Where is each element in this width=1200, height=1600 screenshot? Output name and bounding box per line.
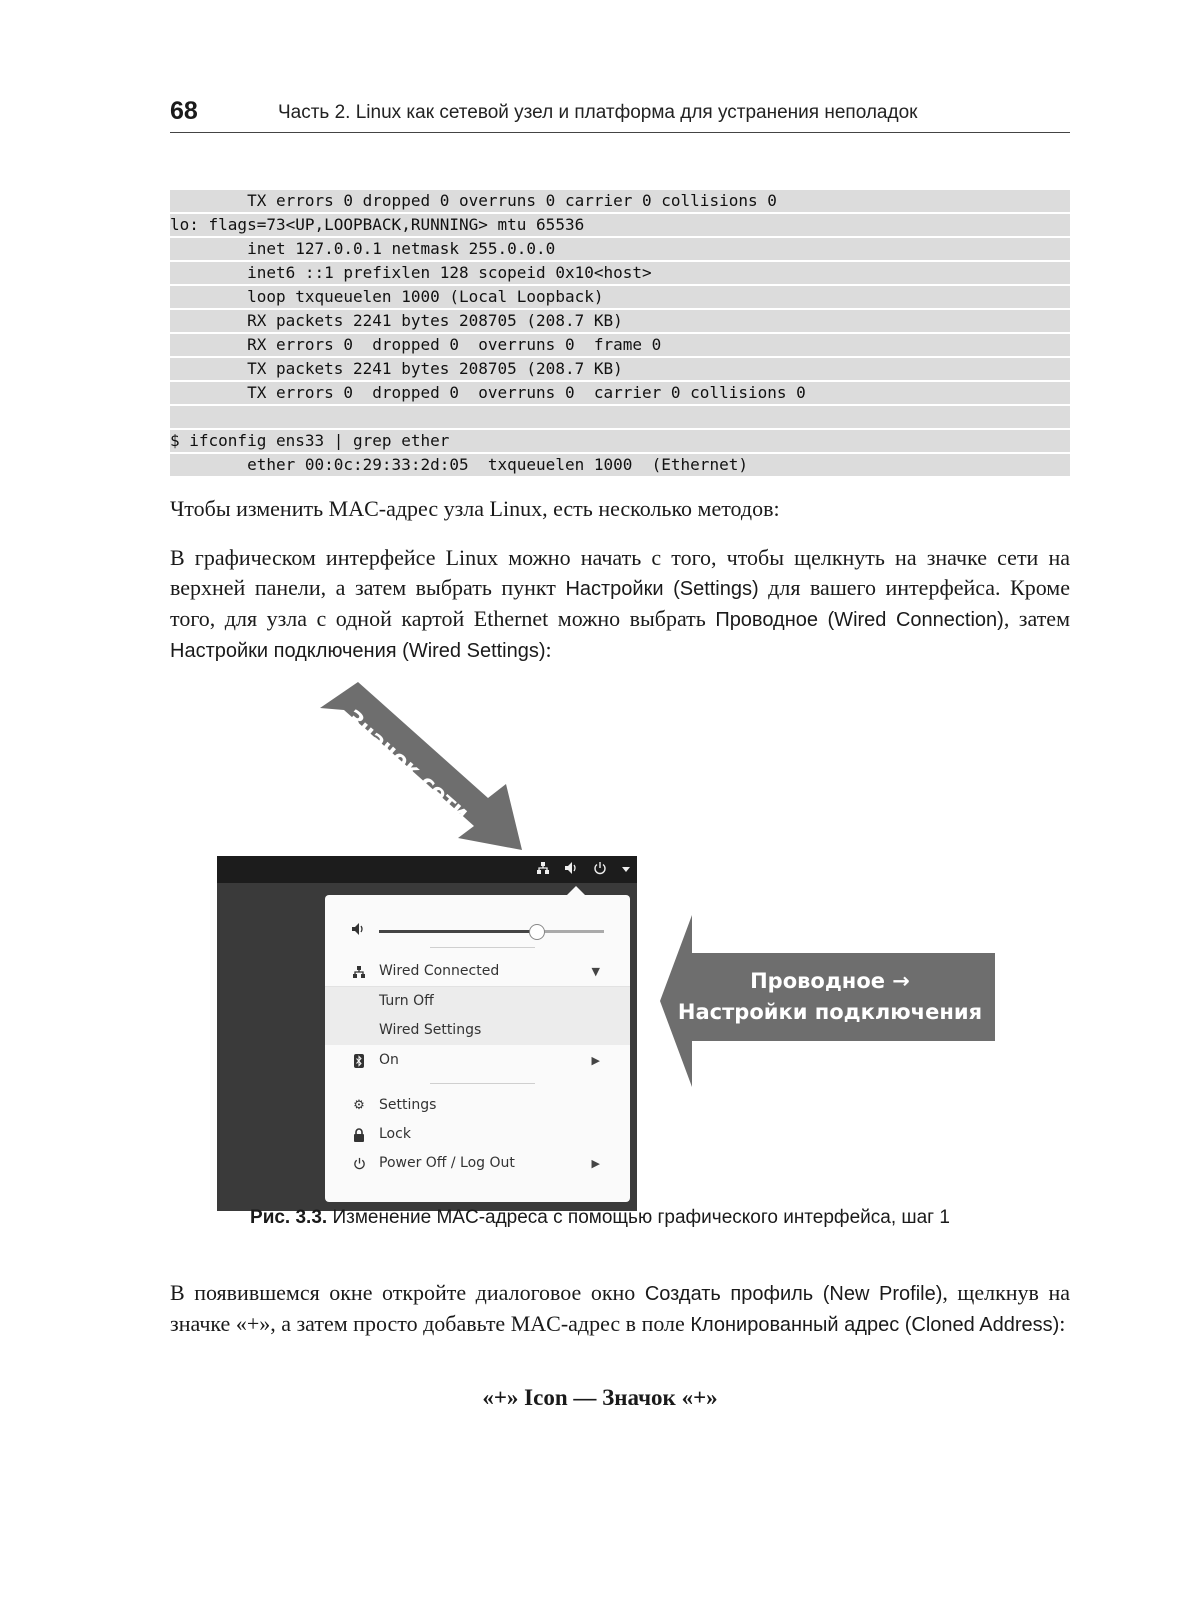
- menu-item-bluetooth[interactable]: [325, 1046, 630, 1075]
- term-wired-connection: Проводное (Wired Connection): [715, 609, 1004, 631]
- power-icon[interactable]: [593, 861, 607, 879]
- para3-text: В появившемся окне откройте диалоговое окно: [170, 1280, 645, 1305]
- menu-separator: [430, 1083, 535, 1084]
- code-line: ether 00:0c:29:33:2d:05 txqueuelen 1000 (Ethernet): [170, 454, 1070, 476]
- menu-item-wired-connected[interactable]: [325, 957, 630, 986]
- menu-item-label: Wired Settings: [379, 1022, 482, 1038]
- menu-item-label: Lock: [379, 1126, 411, 1142]
- chevron-down-icon: ▼: [591, 965, 600, 978]
- menu-item-power-off[interactable]: [325, 1149, 630, 1178]
- para2-text: , затем: [1003, 606, 1070, 631]
- bluetooth-icon: [351, 1046, 367, 1075]
- menu-pointer: [567, 886, 585, 895]
- code-line: lo: flags=73<UP,LOOPBACK,RUNNING> mtu 65536: [170, 214, 1070, 236]
- term-wired-settings: Настройки подключения (Wired Settings): [170, 640, 546, 662]
- code-listing: [170, 190, 1070, 478]
- figure-caption: [170, 1207, 1030, 1229]
- callout-arrow-wired-settings: [660, 915, 1010, 1090]
- volume-slider-fill: [379, 930, 537, 933]
- lock-icon: [351, 1120, 367, 1149]
- term-settings: Настройки (Settings): [565, 578, 759, 600]
- code-line: loop txqueuelen 1000 (Local Loopback): [170, 286, 1070, 308]
- menu-separator: [430, 947, 535, 948]
- code-line: RX errors 0 dropped 0 overruns 0 frame 0: [170, 334, 1070, 356]
- menu-item-label: Power Off / Log Out: [379, 1155, 515, 1171]
- system-tray[interactable]: [536, 856, 631, 883]
- para3-text: :: [1059, 1311, 1066, 1336]
- system-menu: [325, 895, 630, 1202]
- menu-item-settings[interactable]: [325, 1091, 630, 1120]
- gear-icon: ⚙: [353, 1098, 365, 1113]
- power-icon: [351, 1149, 367, 1178]
- menu-item-label: Wired Connected: [379, 963, 500, 979]
- code-line: inet6 ::1 prefixlen 128 scopeid 0x10<host>: [170, 262, 1070, 284]
- dropdown-icon[interactable]: [621, 862, 631, 878]
- arrow-label-wired: Проводное →: [750, 969, 910, 993]
- header-rule: [170, 132, 1070, 133]
- chevron-right-icon: ▶: [591, 1157, 600, 1170]
- para3-text: , щелкнув на значке «+», а затем просто добавьте MAC-адрес в поле: [170, 1280, 1070, 1336]
- volume-icon: [351, 922, 366, 941]
- caption-text: Изменение MAC-адреса с помощью графического интерфейса, шаг 1: [327, 1207, 950, 1228]
- menu-item-label: Turn Off: [379, 993, 434, 1009]
- volume-icon[interactable]: [564, 861, 579, 879]
- code-line: [170, 406, 1070, 428]
- arrow-label-network: Значок сети: [340, 705, 474, 826]
- term-new-profile: Создать профиль (New Profile): [644, 1283, 943, 1305]
- code-line: inet 127.0.0.1 netmask 255.0.0.0: [170, 238, 1070, 260]
- plus-icon-heading: «+» Icon — Значок «+»: [482, 1385, 718, 1410]
- code-line: TX errors 0 dropped 0 overruns 0 carrier 0 collisions 0: [170, 190, 1070, 212]
- menu-item-label: On: [379, 1052, 399, 1068]
- code-line: $ ifconfig ens33 | grep ether: [170, 430, 1070, 452]
- caption-label: Рис. 3.3.: [250, 1207, 328, 1228]
- running-title: Часть 2. Linux как сетевой узел и платформа для устранения неполадок: [278, 102, 918, 123]
- menu-item-turn-off[interactable]: [325, 987, 630, 1016]
- chevron-right-icon: ▶: [591, 1054, 600, 1067]
- callout-arrow-network: [300, 680, 550, 880]
- para2-text: В графическом интерфейсе Linux можно начать с того, чтобы щелкнуть на значке сети на верхней панели, а затем выбрать пункт: [170, 545, 1070, 600]
- network-icon: [351, 957, 367, 986]
- code-line: TX packets 2241 bytes 208705 (208.7 KB): [170, 358, 1070, 380]
- term-cloned-address: Клонированный адрес (Cloned Address): [690, 1314, 1060, 1336]
- paragraph-methods: Чтобы изменить MAC-адрес узла Linux, есть несколько методов:: [170, 496, 780, 521]
- page-number: 68: [170, 97, 198, 125]
- code-line: TX errors 0 dropped 0 overruns 0 carrier 0 collisions 0: [170, 382, 1070, 404]
- menu-item-wired-settings[interactable]: [325, 1016, 630, 1045]
- gnome-screenshot: [217, 856, 637, 1211]
- volume-slider-handle[interactable]: [529, 924, 545, 940]
- arrow-label-connection-settings: Настройки подключения: [677, 1000, 983, 1024]
- paragraph-new-profile: [170, 1278, 1070, 1340]
- code-line: RX packets 2241 bytes 208705 (208.7 KB): [170, 310, 1070, 332]
- menu-item-lock[interactable]: [325, 1120, 630, 1149]
- menu-item-label: Settings: [379, 1097, 437, 1113]
- para2-text: для вашего интерфейса. Кроме того, для узла с одной картой Ethernet можно выбрать: [170, 575, 1070, 631]
- paragraph-gui-steps: [170, 543, 1070, 666]
- para2-text: :: [545, 637, 552, 662]
